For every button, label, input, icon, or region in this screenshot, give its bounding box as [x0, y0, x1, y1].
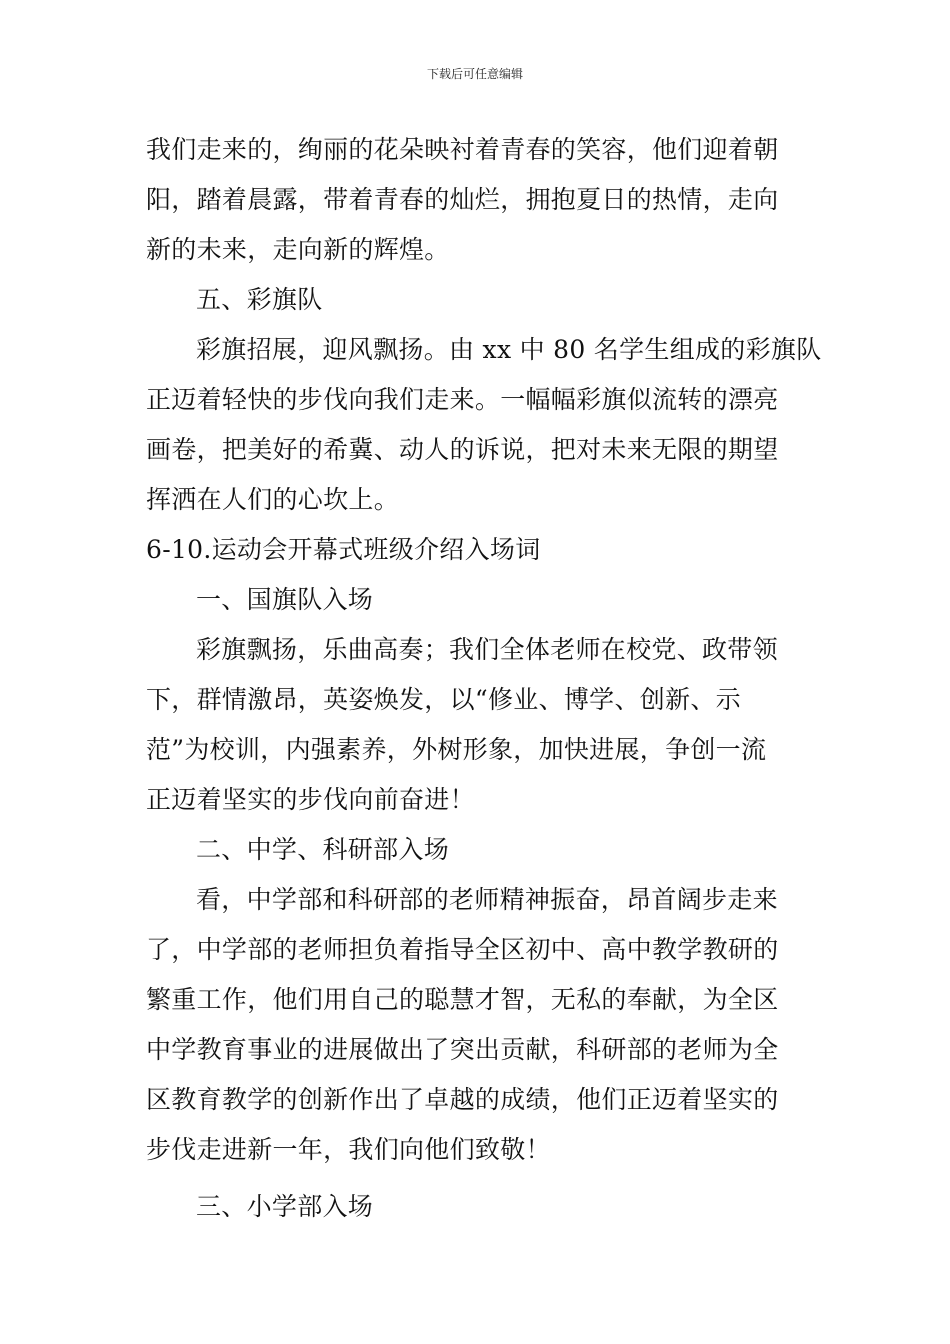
page-header-note: 下载后可任意编辑 [426, 67, 523, 81]
text-line: 下，群情激昂，英姿焕发，以“修业、博学、创新、示 [146, 685, 741, 714]
section-heading-national-flag-team: 一、国旗队入场 [196, 585, 374, 614]
text-line: 中学教育事业的进展做出了突出贡献，科研部的老师为全 [146, 1035, 779, 1064]
text-line: 我们走来的，绚丽的花朵映衬着青春的笑容，他们迎着朝 [146, 135, 779, 164]
document-title: 6-10.运动会开幕式班级介绍入场词 [146, 535, 541, 564]
text-line: 范”为校训，内强素养，外树形象，加快进展，争创一流 [146, 735, 767, 764]
text-line: 新的未来，走向新的辉煌。 [146, 235, 450, 264]
text-line: 正迈着坚实的步伐向前奋进！ [146, 785, 475, 814]
text-line: 正迈着轻快的步伐向我们走来。一幅幅彩旗似流转的漂亮 [146, 385, 779, 414]
text-line: 看，中学部和科研部的老师精神振奋，昂首阔步走来 [196, 885, 778, 914]
text-line: 阳，踏着晨露，带着青春的灿烂，拥抱夏日的热情，走向 [146, 185, 779, 214]
document-body [146, 125, 822, 1232]
text-line: 彩旗飘扬，乐曲高奏；我们全体老师在校党、政带领 [196, 635, 778, 664]
text-line: 挥洒在人们的心坎上。 [146, 485, 400, 514]
text-line: 繁重工作，他们用自己的聪慧才智，无私的奉献，为全区 [146, 985, 779, 1014]
text-line: 区教育教学的创新作出了卓越的成绩，他们正迈着坚实的 [146, 1085, 779, 1114]
text-line: 画卷，把美好的希冀、动人的诉说，把对未来无限的期望 [146, 435, 779, 464]
text-line: 了，中学部的老师担负着指导全区初中、高中教学教研的 [146, 935, 779, 964]
section-heading-middle-school-research: 二、中学、科研部入场 [196, 835, 450, 864]
text-line: 彩旗招展，迎风飘扬。由 xx 中 80 名学生组成的彩旗队 [196, 335, 822, 364]
section-heading-primary-school: 三、小学部入场 [196, 1192, 374, 1221]
section-heading-colour-flag-team: 五、彩旗队 [196, 285, 323, 314]
text-line: 步伐走进新一年，我们向他们致敬！ [146, 1135, 551, 1164]
